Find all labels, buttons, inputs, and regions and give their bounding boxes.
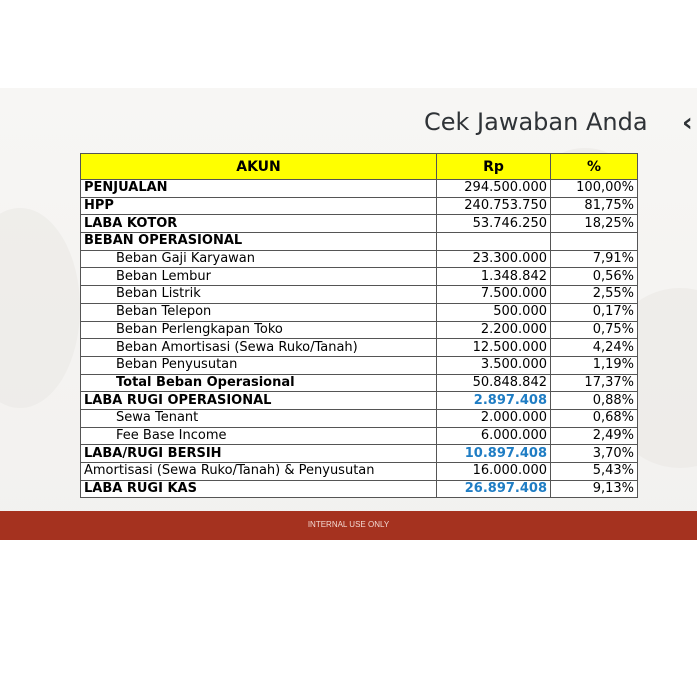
rp-cell: [437, 233, 551, 251]
rp-cell: 1.348.842: [437, 268, 551, 286]
pct-cell: 81,75%: [551, 197, 638, 215]
header-akun: AKUN: [81, 154, 437, 180]
table-row: [81, 215, 638, 233]
account-cell: BEBAN OPERASIONAL: [81, 233, 437, 251]
slide-title: Cek Jawaban Anda: [424, 108, 648, 136]
pct-cell: 9,13%: [551, 480, 638, 498]
table-row: [81, 374, 638, 392]
table-row: [81, 286, 638, 304]
table-row: [81, 445, 638, 463]
table-row: [81, 463, 638, 481]
financial-table: [80, 153, 638, 498]
rp-cell: 2.897.408: [437, 392, 551, 410]
rp-cell: 500.000: [437, 303, 551, 321]
pct-cell: 3,70%: [551, 445, 638, 463]
rp-cell: 50.848.842: [437, 374, 551, 392]
account-cell: Sewa Tenant: [81, 409, 437, 427]
table-row: [81, 250, 638, 268]
pct-cell: 0,88%: [551, 392, 638, 410]
account-cell: Beban Telepon: [81, 303, 437, 321]
rp-cell: 12.500.000: [437, 339, 551, 357]
header-rp: Rp: [437, 154, 551, 180]
account-cell: LABA/RUGI BERSIH: [81, 445, 437, 463]
table-row: [81, 409, 638, 427]
table-row: [81, 480, 638, 498]
pct-cell: 18,25%: [551, 215, 638, 233]
pct-cell: 2,49%: [551, 427, 638, 445]
footer-label: INTERNAL USE ONLY: [307, 520, 390, 529]
pct-cell: 17,37%: [551, 374, 638, 392]
account-cell: Total Beban Operasional: [81, 374, 437, 392]
account-cell: Fee Base Income: [81, 427, 437, 445]
pct-cell: 2,55%: [551, 286, 638, 304]
rp-cell: 23.300.000: [437, 250, 551, 268]
rp-cell: 240.753.750: [437, 197, 551, 215]
account-cell: Beban Gaji Karyawan: [81, 250, 437, 268]
account-cell: PENJUALAN: [81, 180, 437, 198]
pct-cell: 4,24%: [551, 339, 638, 357]
account-cell: LABA RUGI OPERASIONAL: [81, 392, 437, 410]
rp-cell: 16.000.000: [437, 463, 551, 481]
rp-cell: 6.000.000: [437, 427, 551, 445]
rp-cell: 2.200.000: [437, 321, 551, 339]
table-row: [81, 356, 638, 374]
rp-cell: 3.500.000: [437, 356, 551, 374]
table-header-row: [81, 154, 638, 180]
pct-cell: 0,17%: [551, 303, 638, 321]
pct-cell: 5,43%: [551, 463, 638, 481]
account-cell: LABA RUGI KAS: [81, 480, 437, 498]
table-row: [81, 233, 638, 251]
table-row: [81, 339, 638, 357]
table-row: [81, 392, 638, 410]
table-row: [81, 321, 638, 339]
rp-cell: 294.500.000: [437, 180, 551, 198]
table-row: [81, 180, 638, 198]
pct-cell: 0,56%: [551, 268, 638, 286]
table-row: [81, 268, 638, 286]
footer-bar: [0, 511, 697, 540]
account-cell: Beban Listrik: [81, 286, 437, 304]
pct-cell: 1,19%: [551, 356, 638, 374]
chevron-left-icon[interactable]: ‹: [682, 108, 693, 138]
pct-cell: [551, 233, 638, 251]
account-cell: HPP: [81, 197, 437, 215]
account-cell: Amortisasi (Sewa Ruko/Tanah) & Penyusutan: [81, 463, 437, 481]
rp-cell: 7.500.000: [437, 286, 551, 304]
pct-cell: 0,75%: [551, 321, 638, 339]
table-row: [81, 303, 638, 321]
rp-cell: 53.746.250: [437, 215, 551, 233]
slide: [0, 88, 697, 540]
account-cell: Beban Penyusutan: [81, 356, 437, 374]
rp-cell: 2.000.000: [437, 409, 551, 427]
rp-cell: 10.897.408: [437, 445, 551, 463]
pct-cell: 7,91%: [551, 250, 638, 268]
header-pct: %: [551, 154, 638, 180]
account-cell: Beban Amortisasi (Sewa Ruko/Tanah): [81, 339, 437, 357]
pct-cell: 0,68%: [551, 409, 638, 427]
rp-cell: 26.897.408: [437, 480, 551, 498]
table-row: [81, 197, 638, 215]
table-row: [81, 427, 638, 445]
pct-cell: 100,00%: [551, 180, 638, 198]
account-cell: Beban Perlengkapan Toko: [81, 321, 437, 339]
account-cell: Beban Lembur: [81, 268, 437, 286]
account-cell: LABA KOTOR: [81, 215, 437, 233]
background-texture: [0, 208, 80, 408]
